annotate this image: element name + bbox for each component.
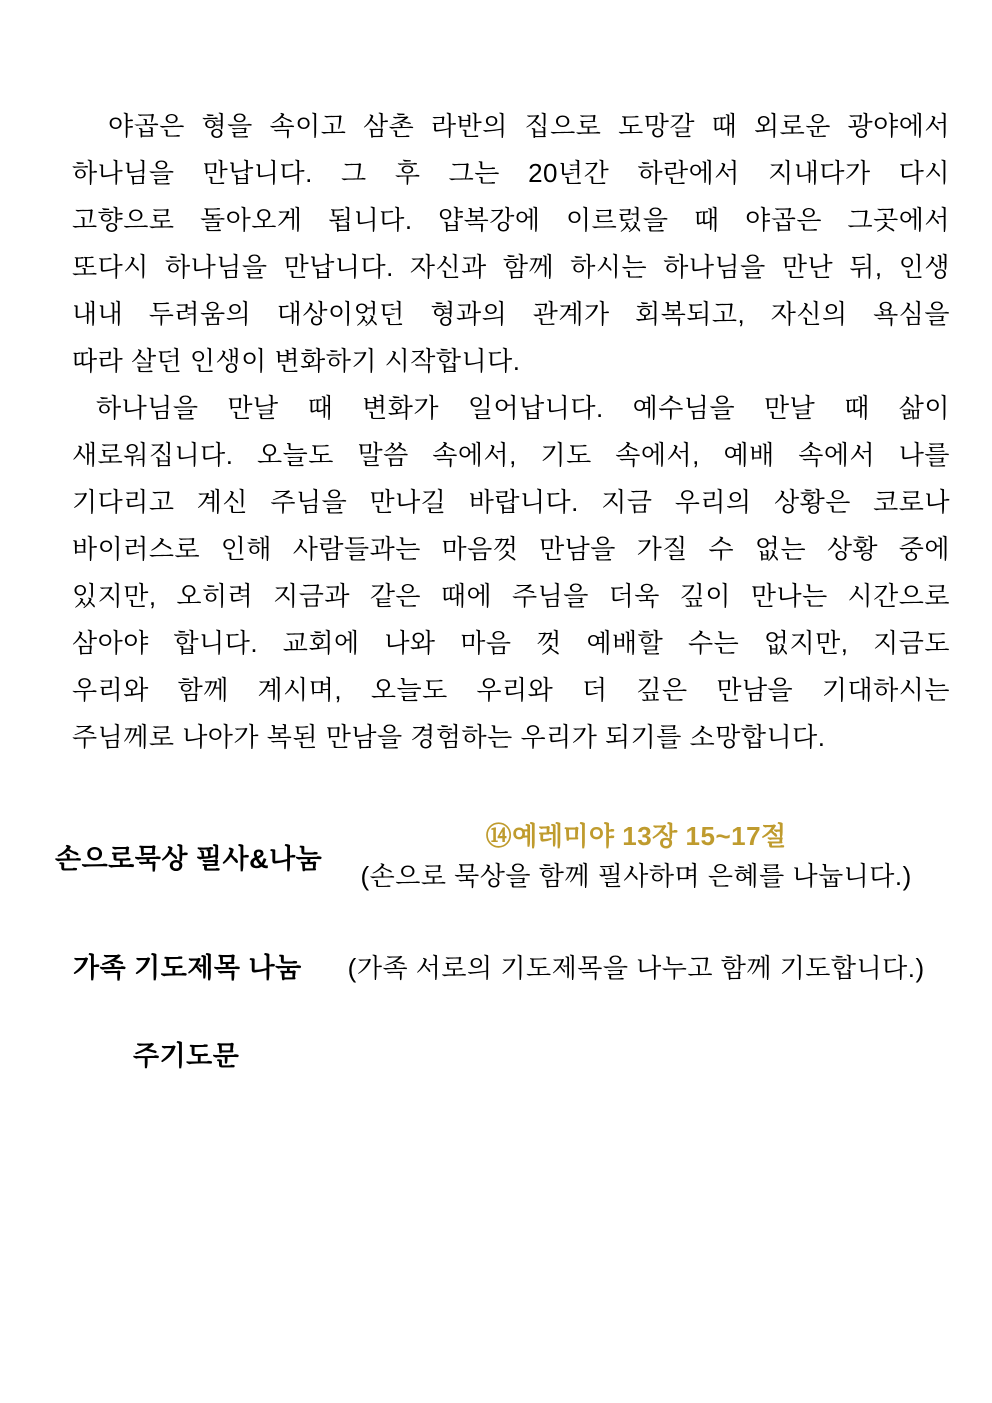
paragraph-2 [72,385,950,761]
paragraph-2-line-5: 있지만, 오히려 지금과 같은 때에 주님을 더욱 깊이 만나는 시간으로 [72,581,950,611]
paragraph-2-line-1: 하나님을 만날 때 변화가 일어납니다. 예수님을 만날 때 삶이 [96,393,950,423]
paragraph-2-line-8: 주님께로 나아가 복된 만남을 경험하는 우리가 되기를 소망합니다. [72,722,826,752]
paragraph-2-line-7: 우리와 함께 계시며, 오늘도 우리와 더 깊은 만남을 기대하시는 [72,675,950,705]
handwriting-meditation-section [0,816,992,896]
paragraph-1-line-3: 고향으로 돌아오게 됩니다. 얍복강에 이르렀을 때 야곱은 그곳에서 [72,205,950,235]
paragraph-2-line-3: 기다리고 계신 주님을 만나길 바랍니다. 지금 우리의 상황은 코로나 [72,487,950,517]
paragraph-1 [72,103,950,385]
family-prayer-section [0,946,992,988]
scripture-reference: ⑭예레미야 13장 15~17절 [485,821,787,851]
paragraph-1-line-4: 또다시 하나님을 만납니다. 자신과 함께 하시는 하나님을 만난 뒤, 인생 [72,252,950,282]
paragraph-1-line-6: 따라 살던 인생이 변화하기 시작합니다. [72,346,521,376]
paragraph-2-line-4: 바이러스로 인해 사람들과는 마음껏 만남을 가질 수 없는 상황 중에 [72,534,950,564]
lords-prayer-label: 주기도문 [133,1041,240,1071]
handwriting-meditation-detail [322,816,950,896]
paragraph-2-line-2: 새로워집니다. 오늘도 말씀 속에서, 기도 속에서, 예배 속에서 나를 [72,440,950,470]
paragraph-1-line-2: 하나님을 만납니다. 그 후 그는 20년간 하란에서 지내다가 다시 [72,158,950,188]
paragraph-2-line-6: 삼아야 합니다. 교회에 나와 마음 껏 예배할 수는 없지만, 지금도 [72,628,950,658]
family-prayer-description: (가족 서로의 기도제목을 나누고 함께 기도합니다.) [347,953,925,983]
paragraph-1-line-5: 내내 두려움의 대상이었던 형과의 관계가 회복되고, 자신의 욕심을 [72,299,950,329]
handwriting-meditation-label: 손으로묵상 필사&나눔 [55,843,323,874]
lords-prayer-section [0,1034,992,1073]
handwriting-meditation-description: (손으로 묵상을 함께 필사하며 은혜를 나눕니다.) [360,861,912,891]
family-prayer-label: 가족 기도제목 나눔 [73,953,302,983]
paragraph-1-line-1: 야곱은 형을 속이고 삼촌 라반의 집으로 도망갈 때 외로운 광야에서 [108,111,950,141]
